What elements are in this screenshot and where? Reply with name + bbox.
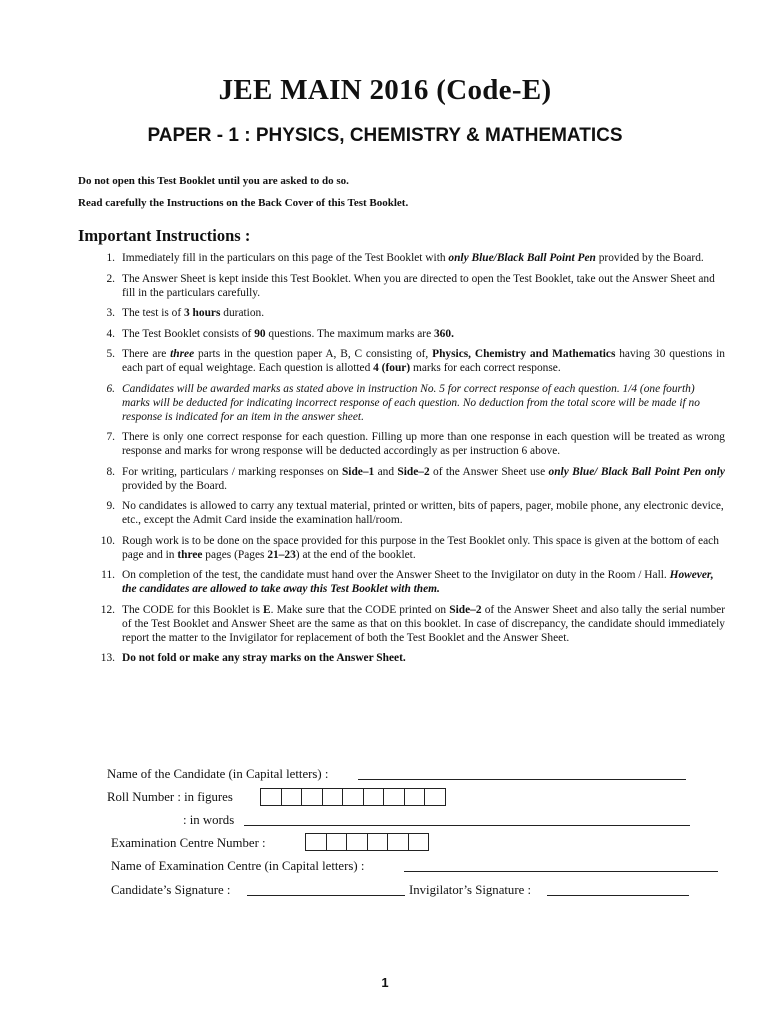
roll-words-field[interactable] [244,825,690,826]
invigilator-signature-label: Invigilator’s Signature : [409,883,532,897]
instructions-list [95,251,725,672]
instruction-item: 10. Rough work is to be done on the space provided for this purpose in the Test Booklet only. This space is given at the bottom of each page and in three pages (Pages 21–23) at the end of the booklet. [95,534,725,562]
digit-box[interactable] [388,834,409,850]
digit-box[interactable] [306,834,327,850]
roll-figures-label: Roll Number : in figures [107,790,233,804]
instruction-number: 4. [106,327,115,340]
instruction-item: 4. The Test Booklet consists of 90 questions. The maximum marks are 360. [95,327,725,341]
digit-box[interactable] [343,789,364,805]
digit-box[interactable] [364,789,385,805]
instruction-item: 6. Candidates will be awarded marks as stated above in instruction No. 5 for correct response of each question. 1/4 (one fourth) marks will be deducted for indicating incorrect response of each question. No deduction from the total score will be made if no response is indicated for an item in the answer sheet. [95,382,725,424]
instruction-number: 5. [106,348,115,360]
candidate-name-label: Name of the Candidate (in Capital letters) : [107,767,329,781]
instruction-item: 9. No candidates is allowed to carry any textual material, printed or written, bits of papers, pager, mobile phone, any electronic device, etc., except the Admit Card inside the examination hall/room. [95,499,725,527]
digit-box[interactable] [409,834,429,850]
digit-box[interactable] [282,789,303,805]
digit-box[interactable] [323,789,344,805]
page-title: JEE MAIN 2016 (Code-E) [218,74,552,106]
roll-words-label: : in words [183,813,235,827]
instruction-number: 3. [106,307,115,319]
digit-box[interactable] [368,834,389,850]
instruction-item: 3. The test is of 3 hours duration. [95,306,725,320]
instruction-number: 9. [106,500,115,512]
digit-box[interactable] [261,789,282,805]
instructions-heading: Important Instructions : [78,226,251,245]
instruction-number: 8. [106,465,115,478]
instruction-number: 2. [106,272,115,285]
centre-name-field[interactable] [404,871,718,872]
digit-box[interactable] [425,789,445,805]
instruction-number: 10. [100,534,115,547]
instruction-number: 11. [101,569,115,581]
instruction-item: 7. There is only one correct response for each question. Filling up more than one response in each question will be treated as wrong response and marks for wrong response will be deducted accordingly as per instruction 6 above. [95,430,725,458]
paper-subtitle: PAPER - 1 : PHYSICS, CHEMISTRY & MATHEMATICS [147,125,623,146]
digit-box[interactable] [302,789,323,805]
candidate-signature-label: Candidate’s Signature : [111,883,231,897]
instruction-item: 1. Immediately fill in the particulars on this page of the Test Booklet with only Blue/Black Ball Point Pen provided by the Board. [95,251,725,265]
instruction-number: 6. [106,382,115,395]
candidate-signature-field[interactable] [247,895,405,896]
instruction-number: 12. [100,603,115,616]
instruction-number: 1. [106,252,115,264]
digit-box[interactable] [347,834,368,850]
roll-number-boxes[interactable] [260,788,446,806]
centre-number-label: Examination Centre Number : [111,836,266,850]
invigilator-signature-field[interactable] [547,895,689,896]
instruction-item: 5. There are three parts in the question paper A, B, C consisting of, Physics, Chemistry and Mathematics having 30 questions in each part of equal weightage. Each question is allotted 4 (four) marks for each correct response. [95,347,725,375]
digit-box[interactable] [327,834,348,850]
digit-box[interactable] [405,789,426,805]
instruction-item: 2. The Answer Sheet is kept inside this Test Booklet. When you are directed to open the Test Booklet, take out the Answer Sheet and fill in the particulars carefully. [95,272,725,300]
instruction-number: 13. [100,652,115,664]
digit-box[interactable] [384,789,405,805]
candidate-name-field[interactable] [358,779,686,780]
instruction-item: 8. For writing, particulars / marking responses on Side–1 and Side–2 of the Answer Sheet use only Blue/ Black Ball Point Pen only provided by the Board. [95,465,725,493]
note-read-instructions: Read carefully the Instructions on the Back Cover of this Test Booklet. [78,197,409,209]
centre-number-boxes[interactable] [305,833,429,851]
instruction-item: 12. The CODE for this Booklet is E. Make sure that the CODE printed on Side–2 of the Answer Sheet and also tally the serial number of the Test Booklet and Answer Sheet are the same as that on this booklet. In case of discrepancy, the candidate should immediately report the matter to the Invigilator for replacement of both the Test Booklet and the Answer Sheet. [95,603,725,645]
note-do-not-open: Do not open this Test Booklet until you are asked to do so. [78,175,349,187]
instruction-item: 13. Do not fold or make any stray marks on the Answer Sheet. [95,651,725,665]
centre-name-label: Name of Examination Centre (in Capital letters) : [111,859,365,873]
page-number: 1 [381,975,389,990]
instruction-item: 11. On completion of the test, the candidate must hand over the Answer Sheet to the Invigilator on duty in the Room / Hall. However, the candidates are allowed to take away this Test Booklet with them. [95,568,725,596]
instruction-number: 7. [106,431,115,443]
